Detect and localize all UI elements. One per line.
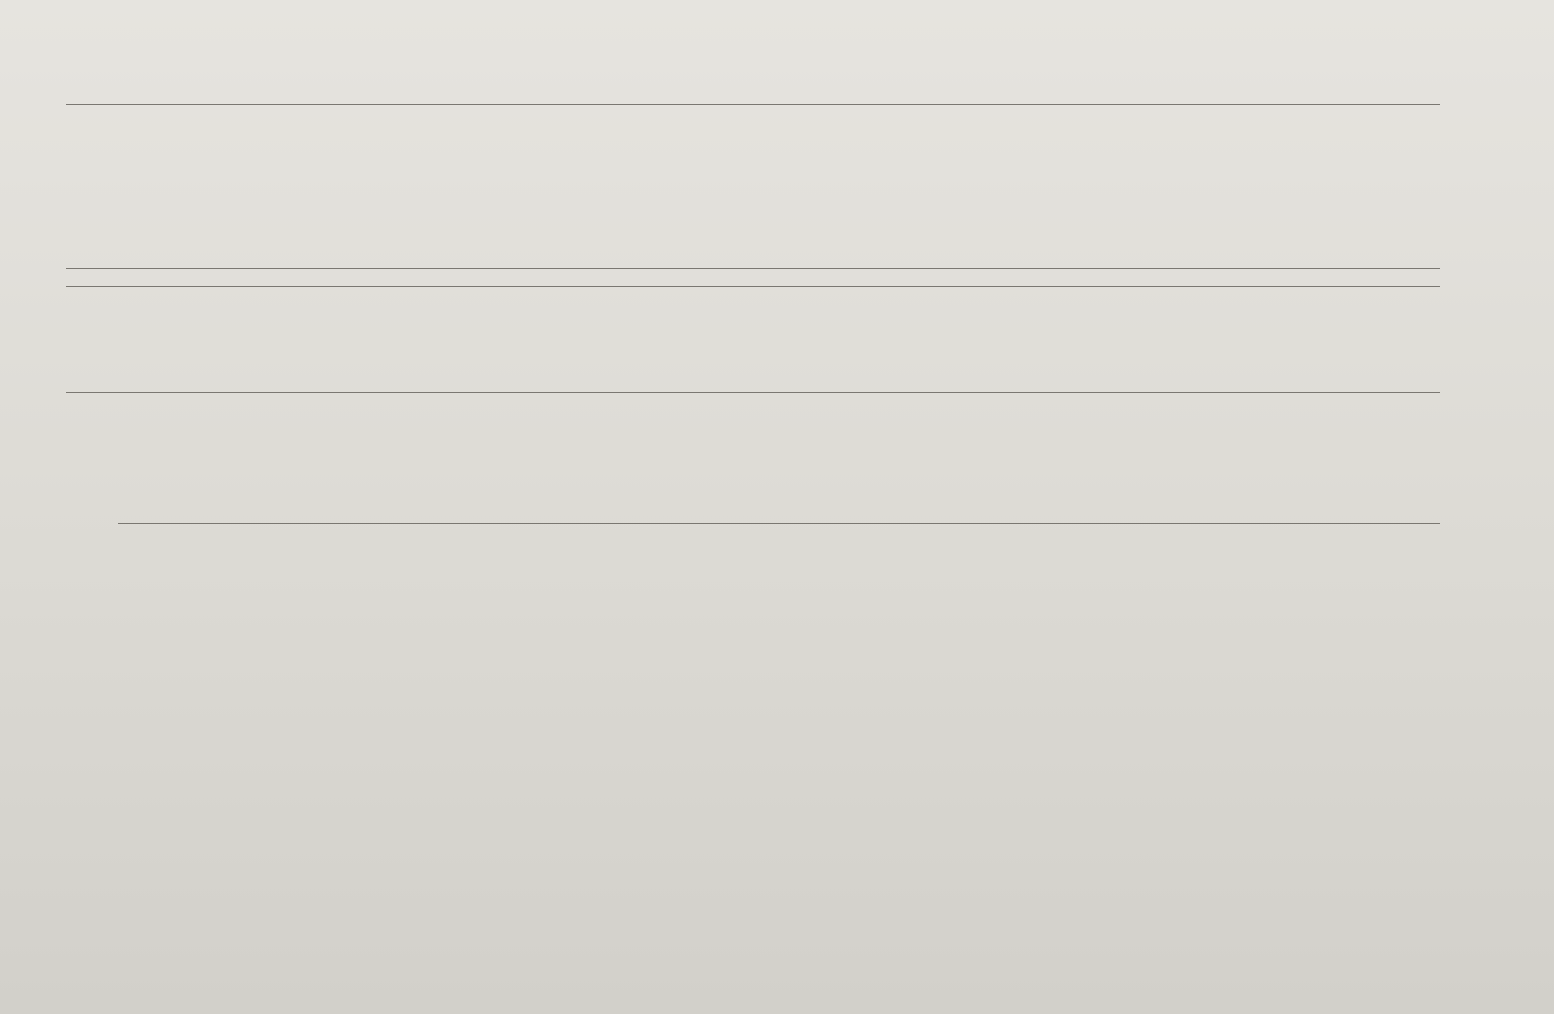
page-number — [1478, 508, 1498, 568]
header-top-rule — [66, 392, 1440, 393]
top-rule — [66, 104, 1440, 105]
top-bottom-rule-2 — [66, 286, 1440, 287]
top-bottom-rule — [66, 268, 1440, 269]
header-bottom-rule — [118, 523, 1440, 524]
